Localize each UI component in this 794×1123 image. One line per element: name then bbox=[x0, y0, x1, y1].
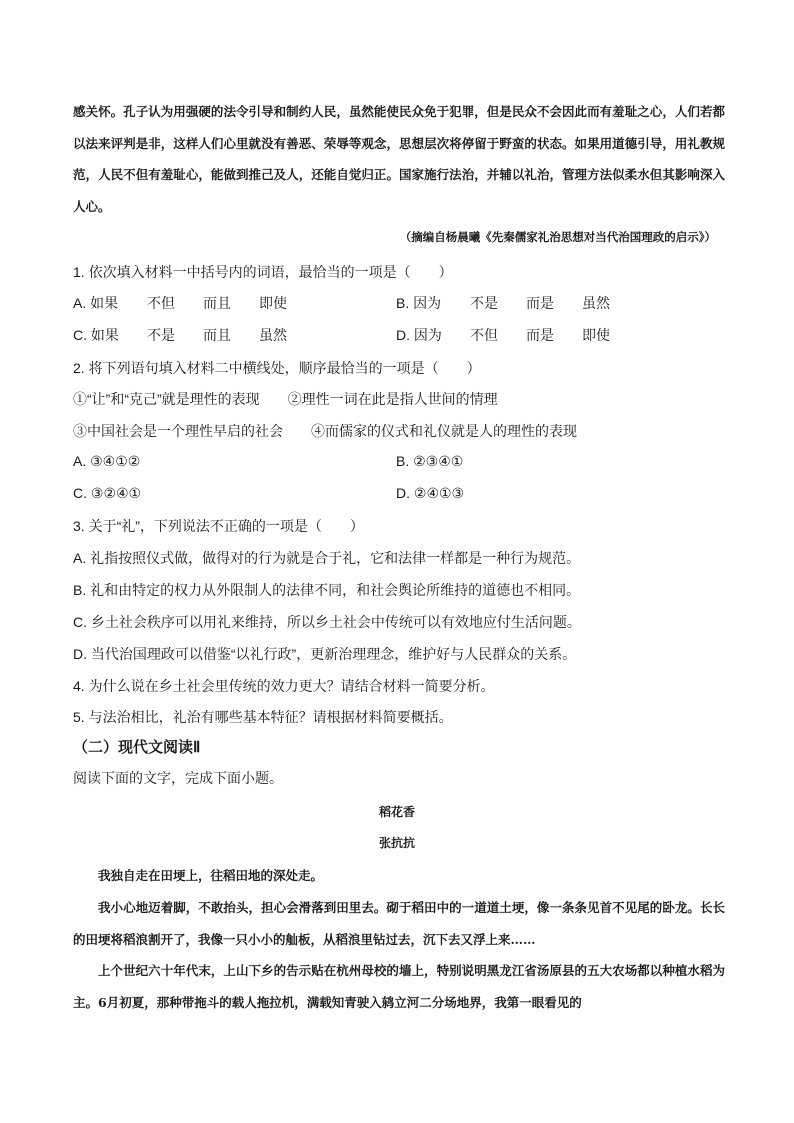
option-word: 虽然 bbox=[582, 295, 610, 311]
question-2-option-a[interactable]: A. ③④①② bbox=[73, 453, 141, 469]
question-3-option-d[interactable]: D. 当代治国理政可以借鉴“以礼行政”，更新治理理念，维护好与人民群众的关系。 bbox=[73, 646, 577, 662]
option-word: 而是 bbox=[526, 295, 554, 311]
question-1-option-d[interactable] bbox=[396, 325, 610, 345]
question-1-option-a[interactable] bbox=[73, 293, 287, 313]
article-author: 张抗抗 bbox=[378, 836, 415, 850]
option-word: 即使 bbox=[582, 327, 610, 343]
question-4: 4. 为什么说在乡土社会里传统的效力更大？请结合材料一简要分析。 bbox=[73, 678, 495, 694]
option-word: B. 因为 bbox=[396, 295, 442, 311]
question-1-option-b[interactable] bbox=[396, 293, 610, 313]
question-2-items-line-1: ①“让”和“克己”就是理性的表现 ②理性一词在此是指人世间的情理 bbox=[73, 391, 498, 407]
option-word: 而且 bbox=[203, 327, 231, 343]
question-3-option-b[interactable]: B. 礼和由特定的权力从外限制人的法律不同，和社会舆论所维持的道德也不相同。 bbox=[73, 582, 581, 598]
option-word: A. 如果 bbox=[73, 295, 119, 311]
question-3-option-a[interactable]: A. 礼指按照仪式做，做得对的行为就是合于礼，它和法律一样都是一种行为规范。 bbox=[73, 550, 581, 566]
article-title: 稻花香 bbox=[378, 805, 415, 819]
option-word: 不但 bbox=[470, 327, 498, 343]
question-2-stem: 2. 将下列语句填入材料二中横线处，顺序最恰当的一项是（ ） bbox=[73, 360, 481, 376]
option-word: C. 如果 bbox=[73, 327, 119, 343]
question-1-option-c[interactable] bbox=[73, 325, 287, 345]
question-2-option-d[interactable]: D. ②④①③ bbox=[396, 485, 465, 501]
question-3-option-c[interactable]: C. 乡土社会秩序可以用礼来维持，所以乡土社会中传统可以有效地应付生活问题。 bbox=[73, 614, 581, 630]
option-word: D. 因为 bbox=[396, 327, 442, 343]
option-word: 不是 bbox=[470, 295, 498, 311]
article-paragraph: 我小心地迈着脚，不敢抬头，担心会滑落到田里去。砌于稻田中的一道道土埂，像一条条见首不见尾的卧龙。长长的田埂将稻浪割开了，我像一只小小的舢板，从稻浪里钻过去，沉下去又浮上来…… bbox=[73, 900, 725, 947]
material-one-source: （摘编自杨晨曦《先秦儒家礼治思想对当代治国理政的启示》） bbox=[399, 230, 716, 244]
question-2-option-b[interactable]: B. ②③④① bbox=[396, 453, 464, 469]
material-one-paragraph: 感关怀。孔子认为用强硬的法令引导和制约人民，虽然能使民众免于犯罪，但是民众不会因此而有羞耻之心，人们若都以法来评判是非，这样人们心里就没有善恶、荣辱等观念，思想层次将停留于野蛮的状态。如果用道德引导，用礼教规范，人民不但有羞耻心，能做到推己及人，还能自觉归正。国家施行法治，并辅以礼治，管理方法似柔水但其影响深入人心。 bbox=[73, 104, 725, 214]
section-instruction: 阅读下面的文字，完成下面小题。 bbox=[73, 770, 283, 786]
option-word: 不但 bbox=[147, 295, 175, 311]
question-2-option-c[interactable]: C. ③②④① bbox=[73, 485, 142, 501]
option-word: 而是 bbox=[526, 327, 554, 343]
option-word: 不是 bbox=[147, 327, 175, 343]
section-heading: （二）现代文阅读Ⅱ bbox=[73, 739, 201, 756]
article-paragraph: 上个世纪六十年代末，上山下乡的告示贴在杭州母校的墙上，特别说明黑龙江省汤原县的五大农场都以种植水稻为主。6月初夏，那种带拖斗的载人拖拉机，满载知青驶入鸫立河二分场地界，我第一眼看见的 bbox=[73, 963, 725, 1010]
option-word: 即使 bbox=[259, 295, 287, 311]
question-5: 5. 与法治相比，礼治有哪些基本特征？请根据材料简要概括。 bbox=[73, 709, 453, 725]
question-1-stem: 1. 依次填入材料一中括号内的词语，最恰当的一项是（ ） bbox=[73, 264, 453, 280]
option-word: 虽然 bbox=[259, 327, 287, 343]
option-word: 而且 bbox=[203, 295, 231, 311]
question-2-items-line-2: ③中国社会是一个理性早启的社会 ④而儒家的仪式和礼仪就是人的理性的表现 bbox=[73, 423, 577, 439]
article-paragraph: 我独自走在田埂上，往稻田地的深处走。 bbox=[98, 868, 324, 883]
question-3-stem: 3. 关于“礼”，下列说法不正确的一项是（ ） bbox=[73, 518, 364, 534]
